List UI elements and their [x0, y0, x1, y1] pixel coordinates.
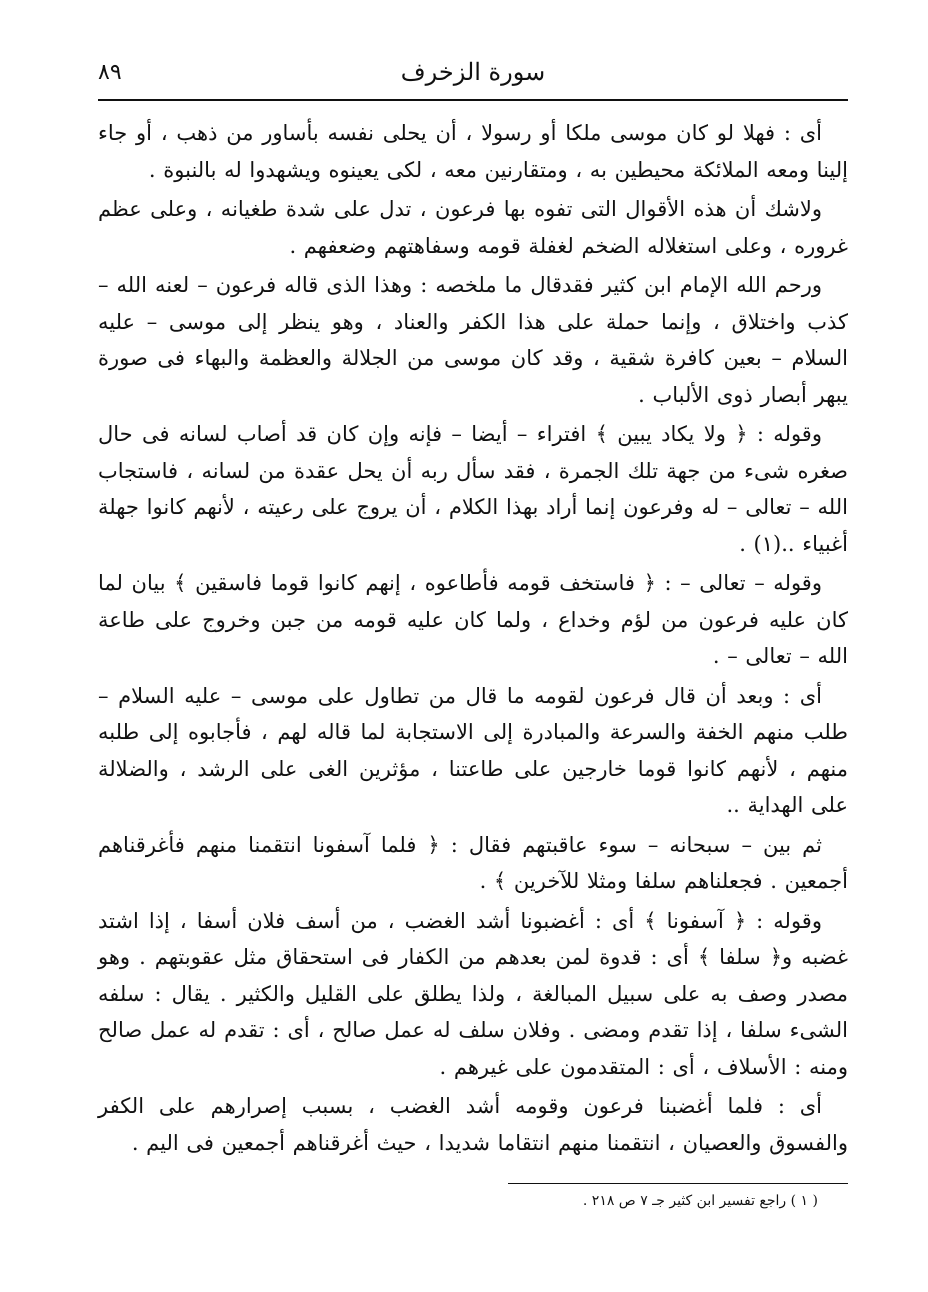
paragraph-9: أى : فلما أغضبنا فرعون وقومه أشد الغضب ، بسبب إصرارهم على الكفر والفسوق والعصيان ، انتقمنا منهم انتقاما شديدا ، حيث أغرقناهم أجمعين فى اليم .	[98, 1094, 848, 1155]
paragraph-7: ثم بين – سبحانه – سوء عاقبتهم فقال : ﴿ فلما آسفونا انتقمنا منهم فأغرقناهم أجمعين . فجعلناهم سلفا ومثلا للآخرين ﴾ .	[98, 832, 848, 893]
footnote: ( ١ ) راجع تفسير ابن كثير جـ ٧ ص ٢١٨ .	[582, 1193, 818, 1209]
page-number: ٨٩	[98, 60, 122, 85]
paragraph-5: وقوله – تعالى – : ﴿ فاستخف قومه فأطاعوه ، إنهم كانوا قوما فاسقين ﴾ بيان لما كان عليه فرعون من لؤم وخداع ، ولما كان عليه قومه من جبن وخروج على طاعة الله – تعالى – .	[98, 571, 848, 668]
page-body	[98, 115, 848, 1164]
running-header	[98, 55, 848, 95]
book-page	[98, 55, 848, 1235]
footnote-divider	[508, 1183, 848, 1184]
paragraph-1: أى : فهلا لو كان موسى ملكا أو رسولا ، أن يحلى نفسه بأساور من ذهب ، أو جاء إلينا ومعه الملائكة محيطين به ، ومتقارنين معه ، لكى يعينوه ويشهدوا له بالنبوة .	[98, 121, 848, 182]
paragraph-3: ورحم الله الإمام ابن كثير فقدقال ما ملخصه : وهذا الذى قاله فرعون – لعنه الله – كذب واختلاق ، وإنما حملة على هذا الكفر والعناد ، وهو ينظر إلى موسى – عليه السلام – بعين كافرة شقية ، وقد كان موسى من الجلالة والعظمة والبهاء فى صورة يبهر أبصار ذوى الألباب .	[98, 273, 848, 407]
paragraph-8: وقوله : ﴿ آسفونا ﴾ أى : أغضبونا أشد الغضب ، من أسف فلان أسفا ، إذا اشتد غضبه و﴿ سلفا ﴾ أى : قدوة لمن بعدهم من الكفار فى استحقاق مثل عقوبتهم . وهو مصدر وصف به على سبيل المبالغة ، ولذا يطلق على القليل والكثير . يقال : سلفه الشىء سلفا ، إذا تقدم ومضى . وفلان سلف له عمل صالح ، أى : تقدم له عمل صالح ومنه : الأسلاف ، أى : المتقدمون على غيرهم .	[98, 908, 848, 1079]
paragraph-2: ولاشك أن هذه الأقوال التى تفوه بها فرعون ، تدل على شدة طغيانه ، وعلى عظم غروره ، وعلى استغلاله الضخم لغفلة قومه وسفاهتهم وضعفهم .	[98, 197, 848, 258]
paragraph-6: أى : وبعد أن قال فرعون لقومه ما قال من تطاول على موسى – عليه السلام – طلب منهم الخفة والسرعة والمبادرة إلى الاستجابة لما قاله لهم ، فأجابوه إلى طلبه منهم ، لأنهم كانوا قوما خارجين على طاعتنا ، مؤثرين الغى على الرشد ، والضلالة على الهداية ..	[98, 683, 848, 817]
paragraph-4: وقوله : ﴿ ولا يكاد يبين ﴾ افتراء – أيضا – فإنه وإن كان قد أصاب لسانه فى حال صغره شىء من جهة تلك الجمرة ، فقد سأل ربه أن يحل عقدة من لسانه ، فاستجاب الله – تعالى – له وفرعون إنما أراد بهذا الكلام ، أن يروج على رعيته ، لأنهم كانوا جهلة أغبياء ..(١) .	[98, 422, 848, 556]
header-divider	[98, 99, 848, 101]
surah-title: سورة الزخرف	[400, 58, 546, 86]
